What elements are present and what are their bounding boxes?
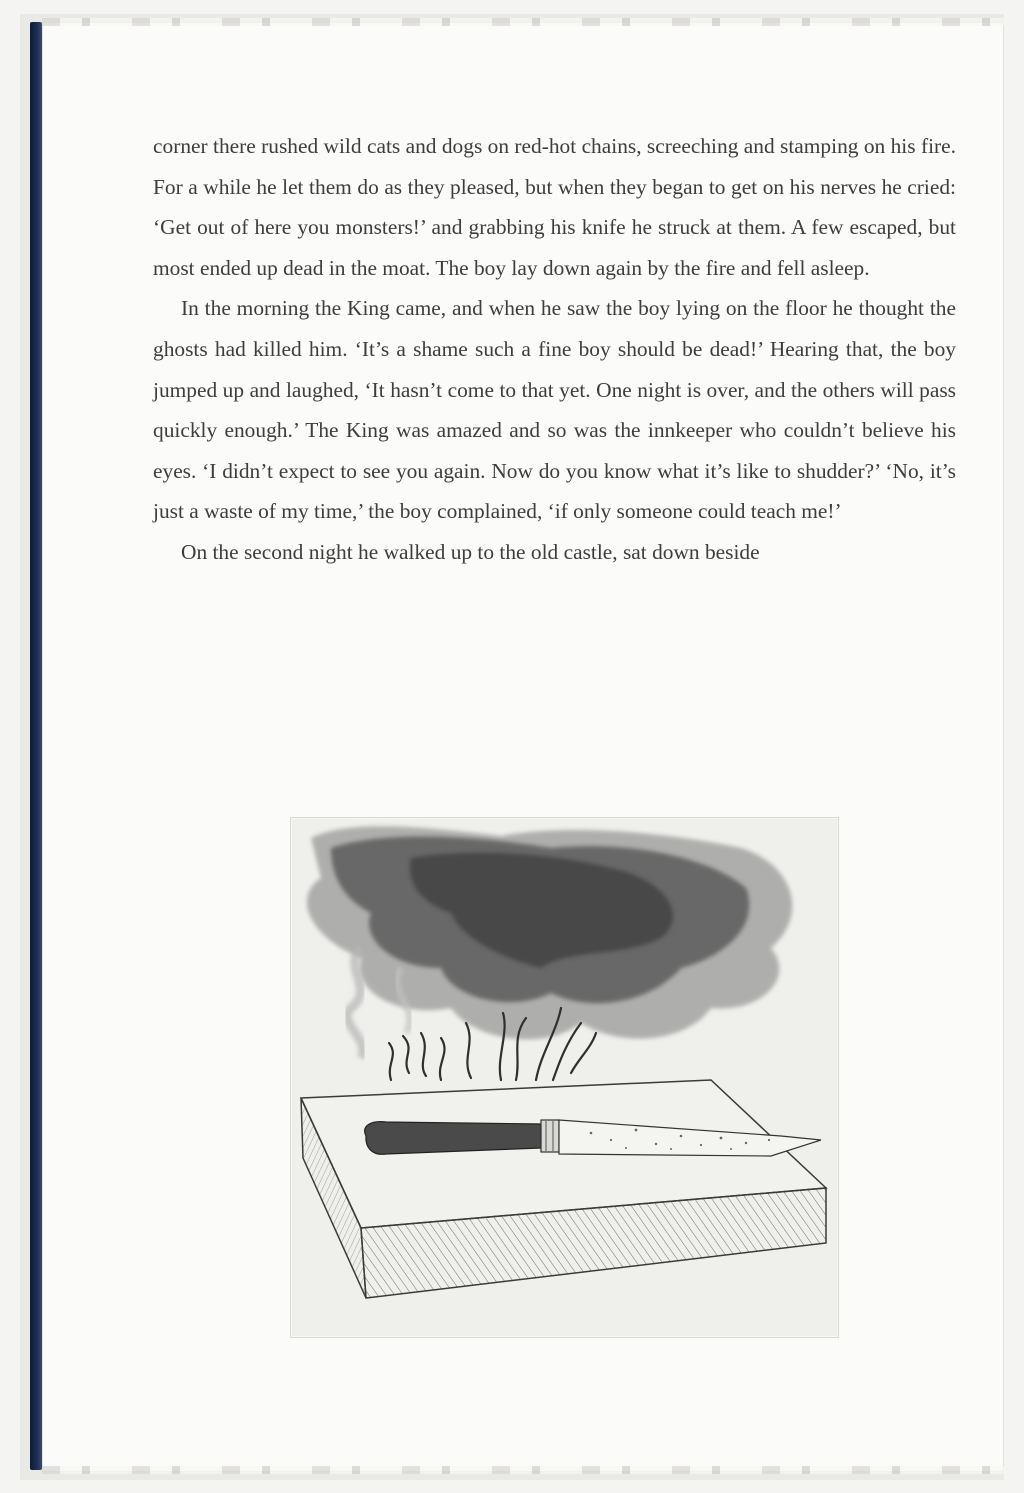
etching-plate: [290, 817, 839, 1338]
knife-smoke-etching: [291, 818, 838, 1337]
book-binding: [30, 22, 42, 1470]
paragraph-1: corner there rushed wild cats and dogs on red-hot chains, screeching and stamping on his fire. For a while he let them do as they pleased, but when they began to get on his nerves he cried: ‘Get out of here you monsters!’ and grabbing his knife he struck at them. A few escaped, but most ended up dead in the moat. The boy lay down again by the fire and fell asleep.: [153, 134, 956, 280]
paragraph-2: In the morning the King came, and when he saw the boy lying on the floor he thought the ghosts had killed him. ‘It’s a shame such a fine boy should be dead!’ Hearing that, the boy jumped up and laughed, ‘It hasn’t come to that yet. One night is over, and the others will pass quickly enough.’ The King was amazed and so was the innkeeper who couldn’t believe his eyes. ‘I didn’t expect to see you again. Now do you know what it’s like to shudder?’ ‘No, it’s just a waste of my time,’ the boy complained, ‘if only someone could teach me!’: [153, 296, 956, 524]
paragraph-3: On the second night he walked up to the old castle, sat down beside: [181, 539, 760, 564]
smoke-cloud: [307, 826, 792, 1058]
cutting-board: [301, 1080, 826, 1298]
deckle-edge-bottom: [42, 1466, 1004, 1474]
story-text: [153, 126, 956, 573]
deckle-edge-top: [42, 18, 1004, 26]
